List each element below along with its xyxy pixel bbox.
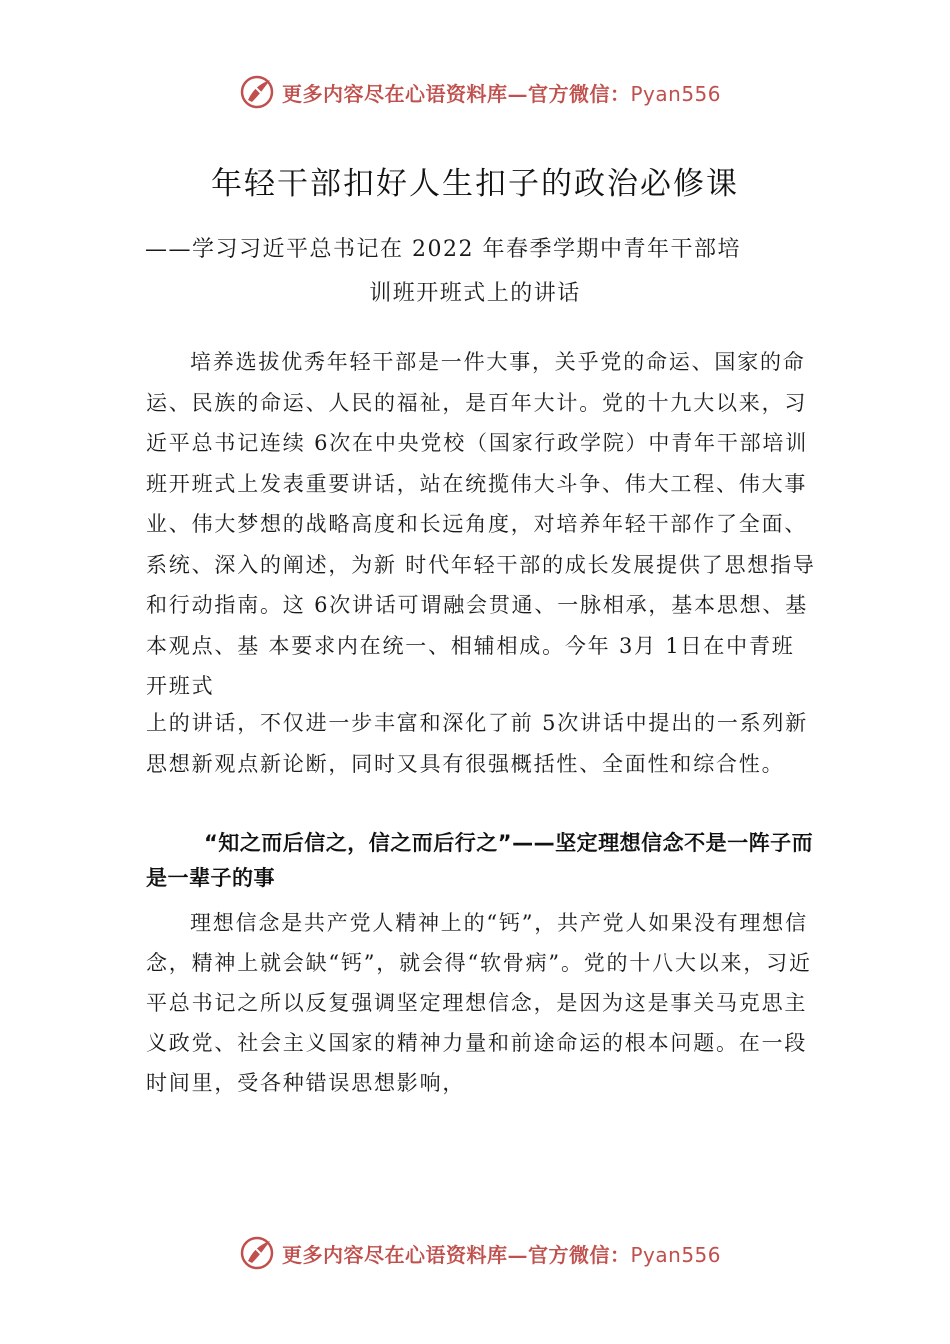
paragraph-intro-continued: 上的讲话，不仅进一步丰富和深化了前 5次讲话中提出的一系列新思想新观点新论断，同时又具有很强概括性、全面性和综合性。 — [146, 711, 809, 776]
banner-label: 更多内容尽在心语资料库—官方微信： — [282, 1242, 631, 1267]
banner-text — [282, 78, 721, 107]
section-heading: “知之而后信之，信之而后行之”——坚定理想信念不是一阵子而是一辈子的事 — [146, 831, 814, 890]
article-subtitle-line1: ——学习习近平总书记在 2022 年春季学期中青年干部培 — [145, 237, 741, 262]
banner-label: 更多内容尽在心语资料库—官方微信： — [282, 81, 631, 106]
paragraph-intro: 培养选拔优秀年轻干部是一件大事，关乎党的命运、国家的命运、民族的命运、人民的福祉，是百年大计。党的十九大以来，习近平总书记连续 6次在中央党校（国家行政学院）中青年干部培训班开班式上发表重要讲话，站在统揽伟大斗争、伟大工程、伟大事业、伟大梦想的战略高度和长远角度，对培养年轻干部作了全面、系统、深入的阐述，为新 时代年轻干部的成长发展提供了思想指导和行动指南。这 6次讲话可谓融会贯通、一脉相承，基本思想、基本观点、基 本要求内在统一、相辅相成。今年 3月 1日在中青班开班式 — [146, 350, 816, 698]
wechat-account: Pyan556 — [630, 81, 722, 106]
footer-watermark-banner — [0, 1233, 950, 1273]
article-subtitle-line2: 训班开班式上的讲话 — [369, 281, 581, 306]
header-watermark-banner — [0, 72, 950, 112]
brand-logo-icon — [240, 1235, 276, 1271]
paragraph-ideals: 理想信念是共产党人精神上的“钙”，共产党人如果没有理想信念，精神上就会缺“钙”，就会得“软骨病”。党的十八大以来，习近平总书记之所以反复强调坚定理想信念，是因为这是事关马克思主义政党、社会主义国家的精神力量和前途命运的根本问题。在一段时间里，受各种错误思想影响， — [146, 911, 812, 1095]
wechat-account: Pyan556 — [630, 1242, 722, 1267]
brand-logo-icon — [240, 74, 276, 110]
article-title: 年轻干部扣好人生扣子的政治必修课 — [211, 166, 739, 202]
banner-text — [282, 1239, 721, 1268]
